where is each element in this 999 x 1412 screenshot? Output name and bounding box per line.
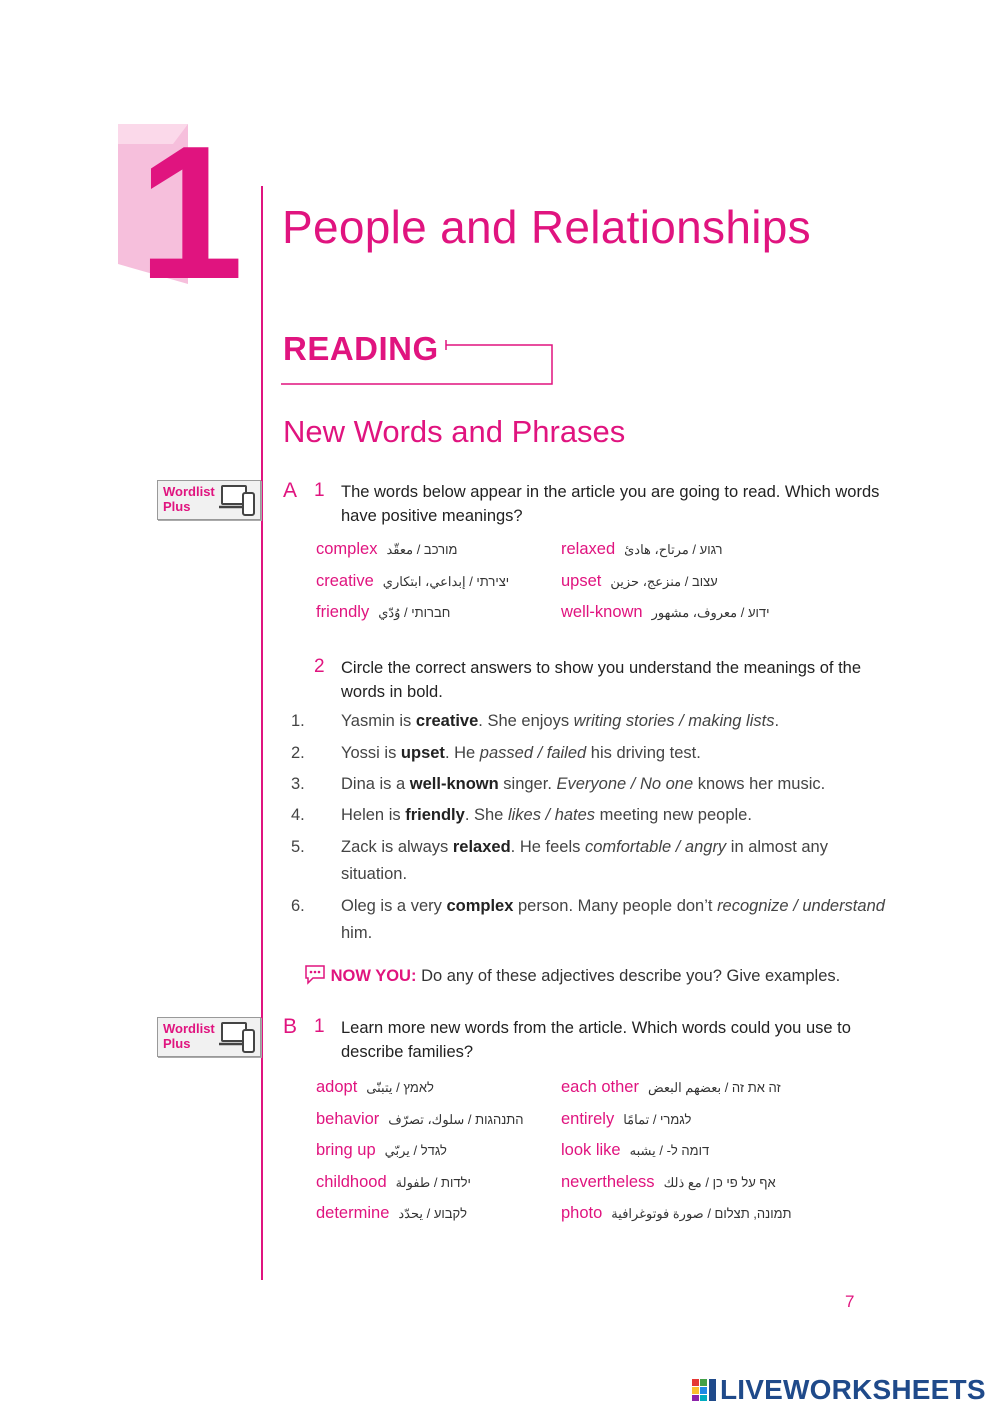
- vocab-word: complex: [316, 540, 378, 558]
- section-letter-b: B: [283, 1015, 298, 1038]
- sentence-text: in almost any situation.: [341, 838, 828, 883]
- item-sentence: [341, 775, 825, 793]
- exercise-item: [291, 893, 886, 947]
- vocab-translation: ידוע / معروف، مشهور: [651, 605, 770, 620]
- vocab-entry: [316, 540, 457, 559]
- item-number: 2.: [291, 744, 305, 762]
- sentence-text: Dina is a: [341, 775, 410, 793]
- vocab-word: creative: [316, 571, 374, 590]
- exercise-item: [291, 771, 886, 798]
- wordlist-plus-button[interactable]: [157, 1017, 261, 1057]
- page-title: People and Relationships: [282, 201, 811, 253]
- bold-word: complex: [446, 897, 514, 915]
- vocab-translation: רגוע / مرتاح، هادئ: [624, 542, 723, 557]
- wordlist-label: Wordlist Plus: [163, 1021, 215, 1051]
- now-you-label: NOW YOU:: [330, 967, 417, 985]
- vocab-entry: [561, 572, 718, 591]
- liveworksheets-logo[interactable]: [692, 1374, 986, 1406]
- item-number: 6.: [291, 897, 305, 915]
- vocab-translation: זה את זה / بعضهم البعض: [647, 1080, 781, 1095]
- section-heading: READING: [283, 330, 439, 367]
- sentence-text: . He: [444, 744, 480, 762]
- devices-icon: [219, 483, 257, 519]
- vocab-entry: [561, 1078, 781, 1097]
- vocab-word: determine: [316, 1204, 390, 1222]
- vocab-translation: ילדות / طفولة: [395, 1174, 471, 1190]
- vocab-entry: [316, 572, 509, 591]
- answer-choices[interactable]: writing stories / making lists: [573, 712, 775, 730]
- vocab-entry: [316, 1204, 467, 1223]
- vocab-translation: תמונה, תצלום / صورة فوتوغرافية: [611, 1206, 792, 1221]
- bold-word: relaxed: [452, 838, 511, 856]
- item-sentence: [341, 712, 779, 730]
- vocab-translation: לאמץ / يتبنّى: [366, 1080, 434, 1095]
- sentence-text: Oleg is a very: [341, 897, 447, 915]
- bold-word: creative: [415, 712, 479, 730]
- answer-choices[interactable]: passed / failed: [479, 744, 587, 762]
- vocab-translation: אף על פי כן / مع ذلك: [663, 1174, 776, 1190]
- vocab-word: photo: [561, 1204, 603, 1222]
- sentence-text: Zack is always: [341, 838, 453, 856]
- wordlist-label: Wordlist Plus: [163, 484, 215, 514]
- vocab-word: adopt: [316, 1078, 358, 1096]
- wordlist-plus-button[interactable]: [157, 480, 261, 520]
- item-sentence: [341, 744, 701, 762]
- item-number: 1.: [291, 712, 305, 730]
- vocab-word: upset: [561, 571, 602, 590]
- vocab-entry: [561, 603, 770, 622]
- sentence-text: Yossi is: [341, 744, 401, 762]
- vocab-translation: יצירתי / إبداعي، ابتكاري: [382, 573, 510, 589]
- sentence-text: meeting new people.: [595, 806, 752, 824]
- sentence-text: . She: [464, 806, 508, 824]
- vocab-entry: [561, 1141, 709, 1160]
- vocab-entry: [561, 1204, 792, 1223]
- vocab-translation: לגדל / يربّي: [384, 1143, 447, 1158]
- vocab-translation: לקבוע / يحدّد: [398, 1206, 467, 1221]
- margin-rule: [261, 186, 263, 1280]
- exercise-instruction: Learn more new words from the article. Which words could you use to describe families?: [341, 1019, 851, 1061]
- page-number: 7: [845, 1292, 855, 1311]
- exercise-item: [291, 708, 886, 735]
- unit-number-badge: [118, 107, 244, 319]
- vocab-entry: [316, 1110, 523, 1129]
- sentence-text: knows her music.: [693, 775, 826, 793]
- vocab-word: well-known: [561, 603, 643, 621]
- item-number: 4.: [291, 806, 305, 824]
- exercise-number: 2: [314, 656, 325, 677]
- sentence-text: singer.: [498, 775, 557, 793]
- section-letter-a: A: [283, 479, 298, 502]
- vocab-word: entirely: [561, 1109, 615, 1128]
- vocab-entry: [316, 1141, 447, 1160]
- vocab-word: nevertheless: [561, 1172, 655, 1191]
- now-you-prompt: [304, 964, 840, 986]
- exercise-instruction: Circle the correct answers to show you understand the meanings of the words in bold.: [341, 659, 862, 701]
- answer-choices[interactable]: comfortable / angry: [584, 838, 727, 856]
- vocab-translation: עצוב / منزعج، حزين: [610, 573, 718, 589]
- vocab-translation: התנהגות / سلوك، تصرّف: [388, 1111, 524, 1127]
- answer-choices[interactable]: recognize / understand: [717, 897, 885, 915]
- vocab-entry: [561, 1110, 691, 1129]
- vocab-word: each other: [561, 1078, 639, 1096]
- vocab-translation: לגמרי / تمامًا: [623, 1111, 692, 1127]
- item-number: 3.: [291, 775, 305, 793]
- item-sentence: [341, 806, 752, 824]
- now-you-text: Do any of these adjectives describe you? Give examples.: [421, 967, 841, 985]
- sentence-text: Helen is: [341, 806, 406, 824]
- subheading: New Words and Phrases: [283, 414, 626, 449]
- vocab-word: bring up: [316, 1141, 376, 1159]
- item-sentence: [341, 897, 885, 942]
- bold-word: upset: [400, 744, 445, 762]
- vocab-entry: [561, 540, 722, 559]
- speech-bubble-icon: [304, 964, 326, 984]
- vocab-translation: דומה ל- / يشبه: [629, 1143, 710, 1158]
- vocab-translation: מורכב / معقّد: [386, 542, 458, 557]
- vocab-word: behavior: [316, 1109, 380, 1128]
- vocab-word: look like: [561, 1141, 621, 1159]
- vocab-entry: [316, 603, 450, 622]
- heading-underline-decoration: [281, 344, 556, 389]
- sentence-text: Yasmin is: [341, 712, 416, 730]
- answer-choices[interactable]: likes / hates: [507, 806, 596, 824]
- vocab-word: relaxed: [561, 540, 616, 558]
- vocab-translation: חברותי / وُدّي: [378, 605, 451, 620]
- vocab-word: childhood: [316, 1172, 387, 1191]
- exercise-item: [291, 802, 886, 829]
- sentence-text: . She enjoys: [478, 712, 574, 730]
- vocab-entry: [561, 1173, 776, 1192]
- sentence-text: . He feels: [510, 838, 585, 856]
- exercise-item: [291, 740, 886, 767]
- exercise-instruction: The words below appear in the article you are going to read. Which words have positive meanings?: [341, 483, 880, 525]
- answer-choices[interactable]: Everyone / No one: [556, 775, 694, 793]
- item-number: 5.: [291, 838, 305, 856]
- sentence-text: him.: [341, 924, 373, 942]
- bold-word: well-known: [409, 775, 499, 793]
- unit-number: 1: [138, 107, 244, 319]
- sentence-text: his driving test.: [586, 744, 701, 762]
- vocab-word: friendly: [316, 603, 370, 621]
- sentence-text: .: [774, 712, 780, 730]
- liveworksheets-logo-icon: [692, 1379, 718, 1401]
- devices-icon: [219, 1020, 257, 1056]
- brand-name: LIVEWORKSHEETS: [720, 1374, 986, 1405]
- exercise-number: 1: [314, 1016, 325, 1037]
- item-sentence: [341, 838, 828, 883]
- sentence-text: person. Many people don’t: [513, 897, 718, 915]
- exercise-number: 1: [314, 480, 325, 501]
- exercise-item: [291, 834, 886, 888]
- vocab-entry: [316, 1078, 434, 1097]
- bold-word: friendly: [405, 806, 465, 824]
- vocab-entry: [316, 1173, 471, 1192]
